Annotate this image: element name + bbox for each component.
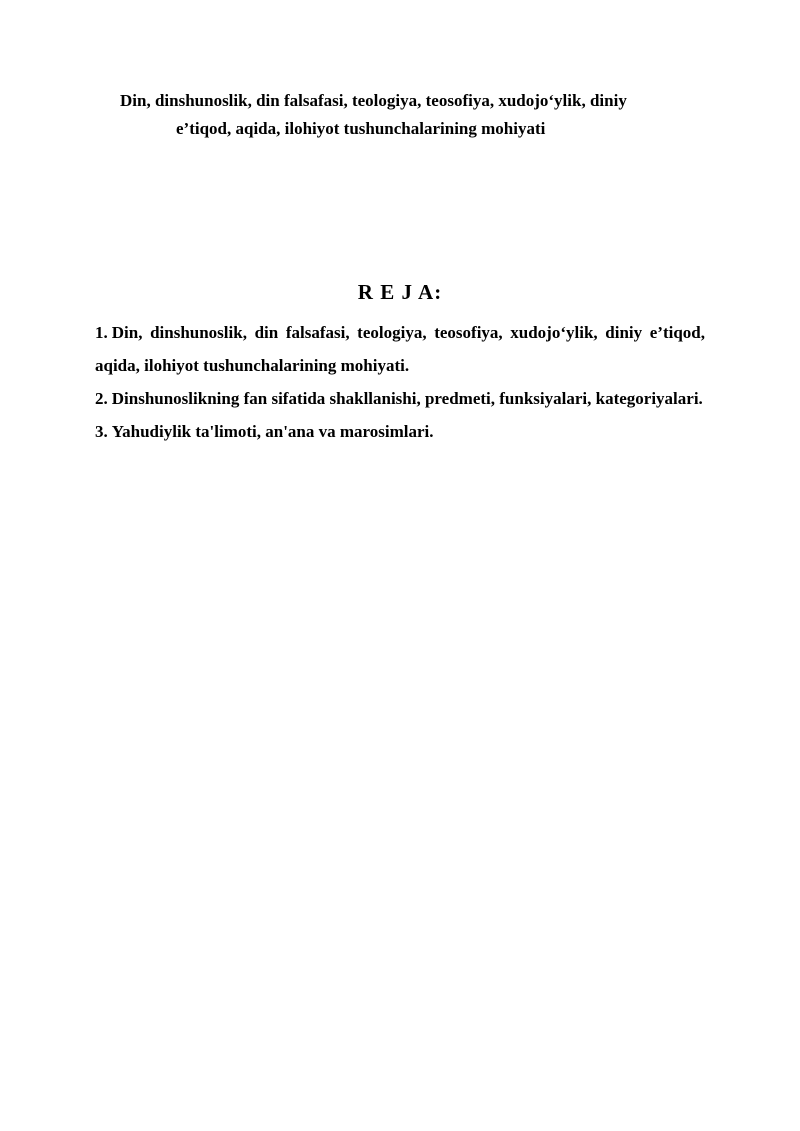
plan-item-number: 2.: [95, 389, 108, 408]
plan-item-text: Yahudiylik ta'limoti, an'ana va marosimlari.: [111, 422, 434, 441]
plan-item-2: [95, 382, 705, 415]
document-title-line-2: e’tiqod, aqida, ilohiyot tushunchalarining mohiyati: [176, 119, 546, 138]
document-title-line-1: Din, dinshunoslik, din falsafasi, teologiya, teosofiya, xudojo‘ylik, diniy: [120, 91, 627, 110]
plan-item-text: Din, dinshunoslik, din falsafasi, teologiya, teosofiya, xudojo‘ylik, diniy e’tiqod, aqida, ilohiyot tushunchalarining mohiyati.: [95, 323, 705, 375]
plan-item-text: Dinshunoslikning fan sifatida shakllanishi, predmeti, funksiyalari, kategoriyalari.: [111, 389, 703, 408]
plan-item-number: 3.: [95, 422, 108, 441]
plan-heading: R E J A:: [357, 280, 443, 304]
document-title: [0, 87, 800, 143]
plan-item-3: [95, 415, 705, 448]
plan-list: [95, 316, 705, 448]
plan-item-number: 1.: [95, 323, 108, 342]
plan-item-1: [95, 316, 705, 382]
